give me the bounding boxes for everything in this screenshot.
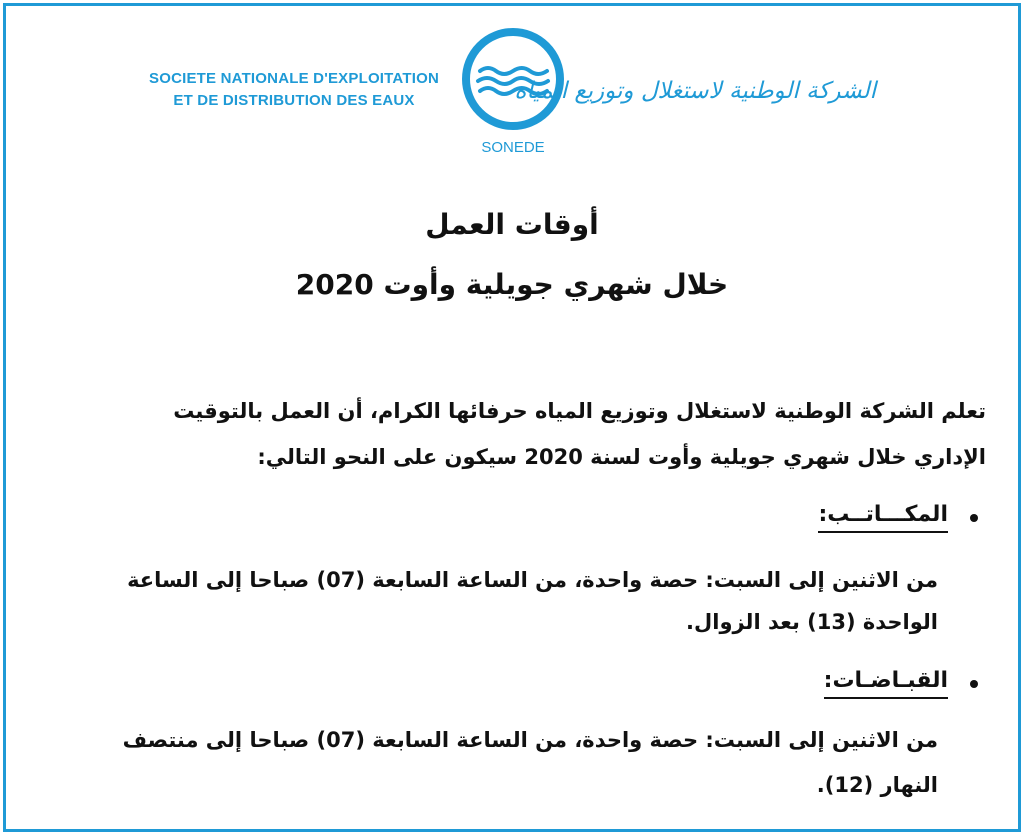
logo-text: SONEDE [481, 139, 545, 156]
letterhead [6, 6, 1018, 176]
offices-heading [818, 502, 978, 533]
cashiers-hours-line2: النهار (12). [816, 773, 938, 797]
company-name-french-line2: ET DE DISTRIBUTION DES EAUX [173, 92, 415, 109]
cashiers-heading [824, 668, 978, 699]
company-name-french-line1: SOCIETE NATIONALE D'EXPLOITATION [149, 70, 439, 87]
company-name-french [144, 68, 444, 112]
intro-line1: تعلم الشركة الوطنية لاستغلال وتوزيع المياه حرفائها الكرام، أن العمل بالتوقيت [173, 399, 986, 423]
page-title: أوقات العمل [425, 208, 599, 241]
offices-hours-line1: من الاثنين إلى السبت: حصة واحدة، من الساعة السابعة (07) صباحا إلى الساعة [127, 568, 938, 592]
intro-line2: الإداري خلال شهري جويلية وأوت لسنة 2020 سيكون على النحو التالي: [257, 445, 986, 469]
bullet-icon [970, 680, 978, 688]
bullet-icon [970, 514, 978, 522]
cashiers-title: القبـاضـات: [824, 668, 948, 699]
page-subtitle: خلال شهري جويلية وأوت 2020 [295, 268, 729, 301]
company-name-arabic: الشركة الوطنية لاستغلال وتوزيع المياه [514, 78, 876, 104]
offices-hours-line2: الواحدة (13) بعد الزوال. [686, 610, 938, 634]
cashiers-hours-line1: من الاثنين إلى السبت: حصة واحدة، من الساعة السابعة (07) صباحا إلى منتصف [122, 728, 938, 752]
notice-frame [3, 3, 1021, 832]
offices-title: المكـــاتــب: [818, 502, 948, 533]
